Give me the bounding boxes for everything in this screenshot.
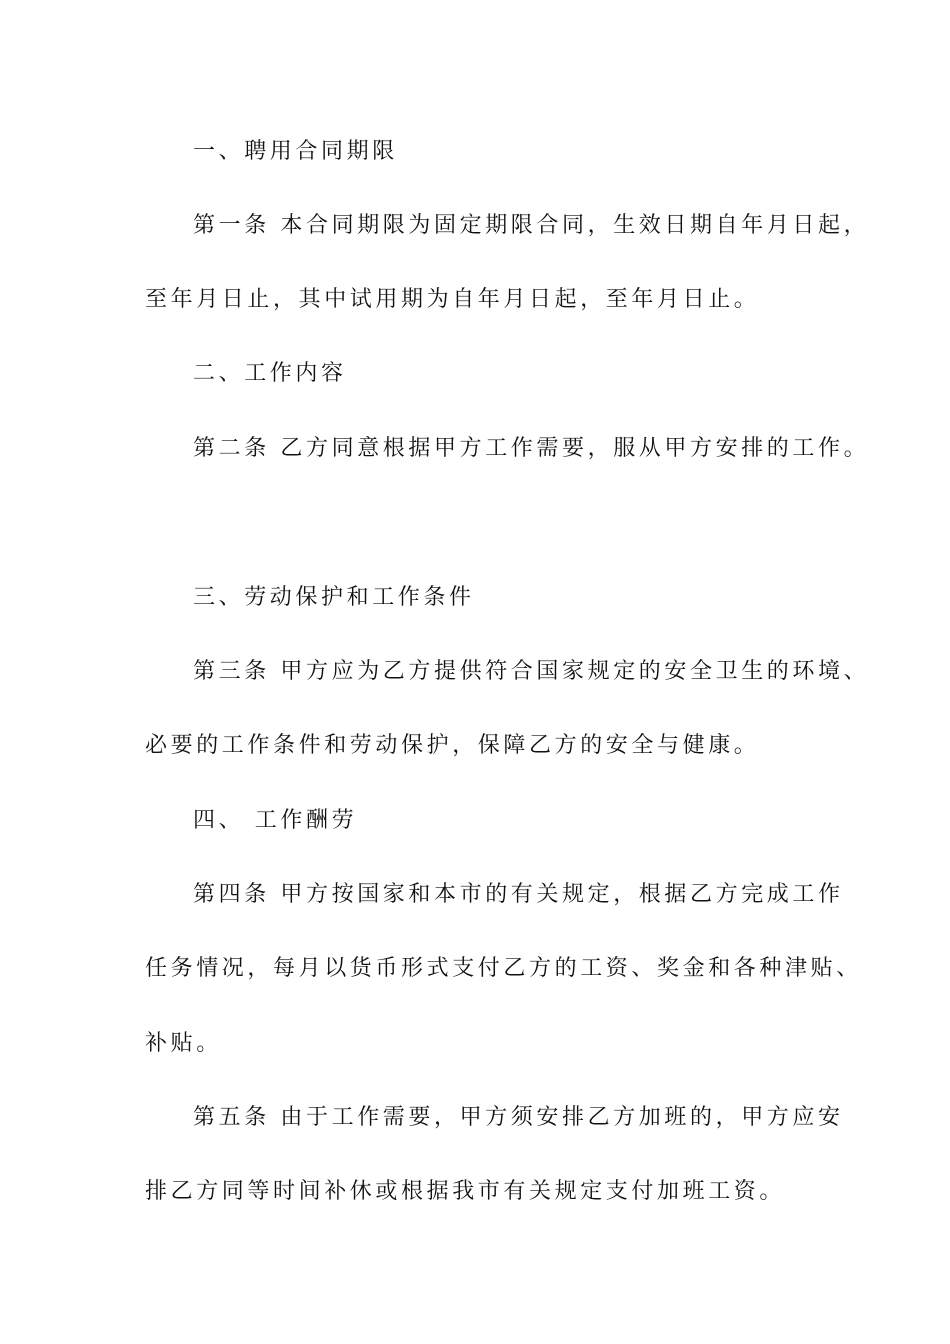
- article-5-line-1: 第五条 由于工作需要，甲方须安排乙方加班的，甲方应安: [193, 1105, 844, 1130]
- section-heading-1: 一、聘用合同期限: [193, 139, 398, 164]
- article-4-line-1: 第四条 甲方按国家和本市的有关规定，根据乙方完成工作: [193, 882, 844, 907]
- article-4-line-3: 补贴。: [145, 1031, 222, 1056]
- article-3-line-1: 第三条 甲方应为乙方提供符合国家规定的安全卫生的环境、: [193, 659, 870, 684]
- article-1-line-2: 至年月日止，其中试用期为自年月日起，至年月日止。: [145, 287, 760, 312]
- section-heading-3: 三、劳动保护和工作条件: [193, 585, 475, 610]
- article-1-line-1: 第一条 本合同期限为固定期限合同，生效日期自年月日起，: [193, 213, 870, 238]
- article-4-line-2: 任务情况，每月以货币形式支付乙方的工资、奖金和各种津贴、: [145, 956, 862, 981]
- section-heading-4: 四、 工作酬劳: [193, 808, 358, 833]
- section-heading-2: 二、工作内容: [193, 361, 347, 386]
- article-3-line-2: 必要的工作条件和劳动保护，保障乙方的安全与健康。: [145, 733, 760, 758]
- article-2-line-1: 第二条 乙方同意根据甲方工作需要，服从甲方安排的工作。: [193, 436, 870, 461]
- article-5-line-2: 排乙方同等时间补休或根据我市有关规定支付加班工资。: [145, 1179, 786, 1204]
